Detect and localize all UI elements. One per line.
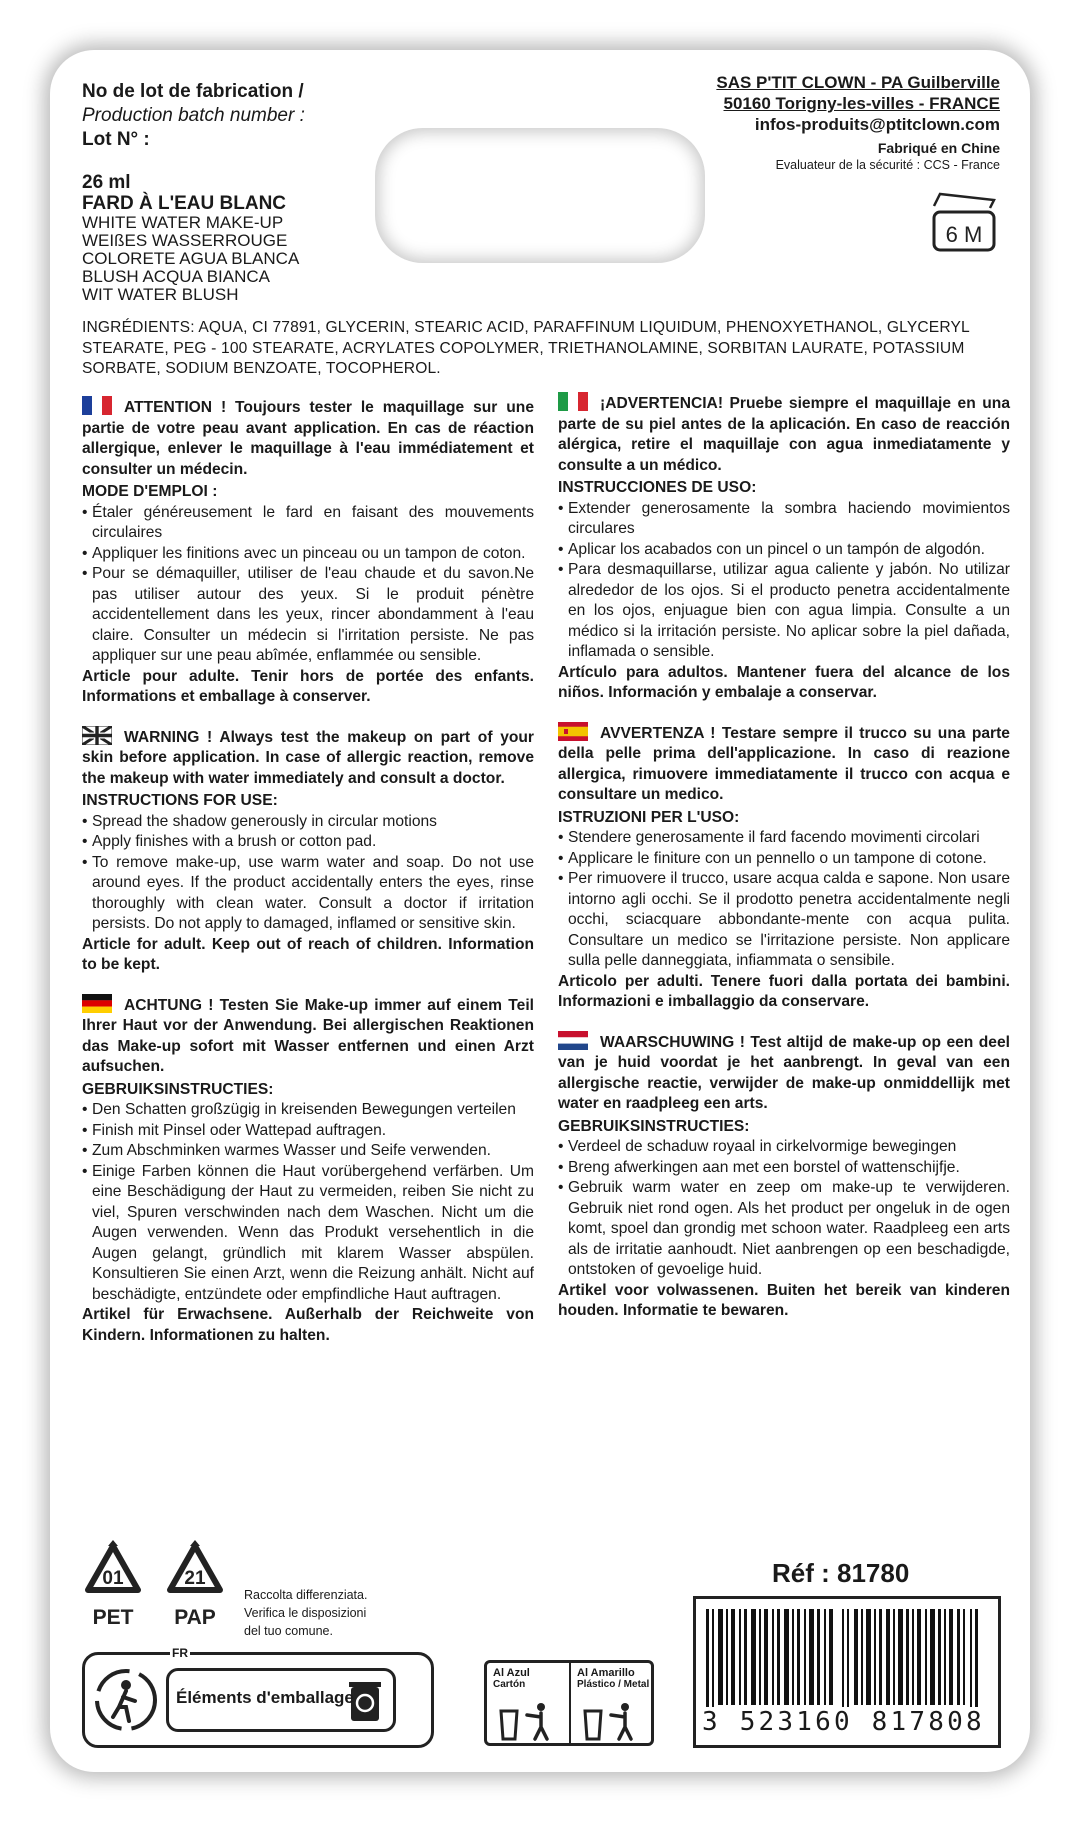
bin2-sub: Plástico / Metal: [577, 1679, 650, 1690]
step-item: • Para desmaquillarse, utilizar agua caliente y jabón. No utilizar alrededor de los ojos. Si el producto penetra accidentalmente en los ojos, enjuague bien con agua limpia. Consulte a un médico si la irritación persiste. No aplicar sobre la piel dañada, inflamada o sensible.: [558, 560, 1010, 663]
instructions-header-fr: MODE D'EMPLOI :: [82, 483, 218, 500]
recycle-label-pet: PET: [92, 1606, 134, 1629]
step-item: • Extender generosamente la sombra haciendo movimientos circulares: [558, 499, 1010, 540]
lot-line2: Production batch number :: [82, 105, 305, 126]
recycle-pap-icon: [160, 1540, 230, 1630]
recycle-label-pap: PAP: [174, 1606, 216, 1629]
pao-label: 6 M: [945, 222, 983, 247]
flag-es-icon: [558, 722, 588, 741]
bin2-person-icon: [581, 1701, 645, 1741]
triman-country: FR: [172, 1646, 188, 1660]
steps-nl: [558, 1137, 1010, 1281]
product-name-en: WHITE WATER MAKE-UP: [82, 213, 284, 232]
footer-fr: Article pour adulte. Tenir hors de portée des enfants. Informations et emballage à conserver.: [82, 667, 534, 705]
step-item: • Spread the shadow generously in circular motions: [82, 812, 534, 833]
flag-de-icon: [82, 994, 112, 1013]
lot-line1: No de lot de fabrication /: [82, 81, 304, 102]
warning-fr: ATTENTION ! Toujours tester le maquillage sur une partie de votre peau avant application. En cas de réaction allergique, enlever le maquillage à l'eau immédiatement et consulter un médecin.: [82, 399, 534, 478]
instructions-header-de: GEBRUIKSINSTRUCTIES:: [82, 1080, 274, 1098]
bin2-title: Al Amarillo: [577, 1667, 635, 1679]
company-line1: SAS P'TIT CLOWN - PA Guilberville: [716, 73, 1000, 92]
instructions-header-it: ISTRUZIONI PER L'USO:: [558, 808, 740, 826]
footer-it: Articolo per adulti. Tenere fuori dalla portata dei bambini. Informazioni e imballaggio da conservare.: [558, 972, 1010, 1010]
product-name-es: COLORETE AGUA BLANCA: [82, 249, 300, 268]
product-name-nl: WIT WATER BLUSH: [82, 285, 239, 304]
instructions-header-nl: GEBRUIKSINSTRUCTIES:: [558, 1117, 750, 1135]
right-column: [558, 392, 1010, 1334]
hang-hole: [375, 128, 705, 263]
reference-number: Réf : 81780: [772, 1558, 910, 1588]
warning-it: AVVERTENZA ! Testare sempre il trucco su una parte della pelle prima dell'applicazione. In caso di reazione allergica, rimuovere immediatamente il trucco con acqua e consultare un medico.: [558, 724, 1010, 803]
step-item: • Appliquer les finitions avec un pinceau ou un tampon de coton.: [82, 544, 534, 565]
steps-fr: [82, 503, 534, 667]
made-in: Fabriqué en Chine: [877, 140, 1000, 156]
step-item: • Étaler généreusement le fard en faisant des mouvements circulaires: [82, 503, 534, 544]
section-fr: [82, 396, 534, 708]
section-it: [558, 722, 1010, 1013]
flag-it-icon: [558, 392, 588, 411]
section-es: [558, 392, 1010, 704]
product-name-it: BLUSH ACQUA BIANCA: [82, 267, 271, 286]
product-name-de: WEIßES WASSERROUGE: [82, 231, 288, 250]
company-line2: 50160 Torigny-les-villes - FRANCE: [723, 94, 1000, 113]
step-item: • Gebruik warm water en zeep om make-up te verwijderen. Gebruik niet rond ogen. Als het product per ongeluk in de ogen komt, spoel dan grondig met schoon water. Raadpleeg een arts als de irritatie aanhoudt. Niet aanbrengen op een beschadigde, ontstoken of gevoelige huid.: [558, 1178, 1010, 1281]
bins-divider: [569, 1663, 571, 1743]
warning-nl: WAARSCHUWING ! Test altijd de make-up op een deel van je huid voordat je het aanbrengt. In geval van een allergische reactie, verwijder de make-up onmiddellijk met water en raadpleeg een arts.: [558, 1033, 1010, 1112]
pao-jar-icon: [928, 190, 1000, 254]
flag-nl-icon: [558, 1031, 588, 1050]
company-info: [716, 72, 1000, 173]
warning-de: ACHTUNG ! Testen Sie Make-up immer auf einem Teil Ihrer Haut vor der Anwendung. Bei allergischen Reaktionen das Make-up sofort mit Wasser entfernen und einen Arzt aufsuchen.: [82, 996, 534, 1075]
step-item: • Den Schatten großzügig in kreisenden Bewegungen verteilen: [82, 1100, 534, 1121]
step-item: • Stendere generosamente il fard facendo movimenti circolari: [558, 828, 1010, 849]
instructions-header-es: INSTRUCCIONES DE USO:: [558, 479, 757, 496]
steps-es: [558, 499, 1010, 663]
recycle-code-21: 21: [184, 1568, 206, 1589]
lot-info: [82, 80, 305, 152]
section-de: [82, 994, 534, 1347]
step-item: • Breng afwerkingen aan met een borstel of wattenschijfje.: [558, 1158, 1010, 1179]
footer-de: Artikel für Erwachsene. Außerhalb der Reichweite von Kindern. Informationen zu halten.: [82, 1306, 534, 1344]
section-nl: [558, 1031, 1010, 1322]
steps-en: [82, 812, 534, 935]
raccolta-line: del tuo comune.: [244, 1624, 333, 1638]
raccolta-line: Raccolta differenziata.: [244, 1588, 368, 1602]
bin1-sub: Cartón: [493, 1679, 526, 1690]
left-column: [82, 396, 534, 1358]
recycle-code-01: 01: [102, 1568, 124, 1589]
step-item: • Per rimuovere il trucco, usare acqua calda e sapone. Non usare intorno agli occhi. Se il prodotto penetra accidentalmente negli occhi, sciacquare abbondante-mente con acqua pulita. Consultare un medico se l'irritazione persiste. Non applicare sulla pelle danneggiata, infiammata o sensibile.: [558, 869, 1010, 972]
warning-en: WARNING ! Always test the makeup on part of your skin before application. In case of allergic reaction, remove the makeup with water immediately and consult a doctor.: [82, 728, 534, 787]
step-item: • Apply finishes with a brush or cotton pad.: [82, 832, 534, 853]
ingredients: INGRÉDIENTS: AQUA, CI 77891, GLYCERIN, STEARIC ACID, PARAFFINUM LIQUIDUM, PHENOXYETHANOL, GLYCERYL STEARATE, PEG - 100 STEARATE, ACRYLATES COPOLYMER, TRIETHANOLAMINE, SORBITAN LAURATE, POTASSIUM SORBATE, SODIUM BENZOATE, TOCOPHEROL.: [82, 319, 970, 377]
step-item: • Zum Abschminken warmes Wasser und Seife verwenden.: [82, 1141, 534, 1162]
triman-icon: [93, 1667, 159, 1733]
step-item: • Aplicar los acabados con un pincel o un tampón de algodón.: [558, 540, 1010, 561]
barcode-digits: 3 523160 817808: [702, 1707, 985, 1737]
flag-uk-icon: [82, 726, 112, 745]
step-item: • Applicare le finiture con un pennello o un tampone di cotone.: [558, 849, 1010, 870]
bins-box: [484, 1660, 654, 1746]
lot-line3: Lot N° :: [82, 129, 150, 150]
step-item: • To remove make-up, use warm water and soap. Do not use around eyes. If the product accidentally enters the eyes, rinse thoroughly with clean water. Consult a doctor if irritation persists. Do not apply to damaged, inflamed or sensitive skin.: [82, 853, 534, 935]
product-names: [82, 172, 299, 304]
raccolta-line: Verifica le disposizioni: [244, 1606, 367, 1620]
steps-it: [558, 828, 1010, 972]
footer-es: Artículo para adultos. Mantener fuera del alcance de los niños. Información y embalaje a conservar.: [558, 663, 1010, 701]
bin1-person-icon: [497, 1701, 561, 1741]
footer-nl: Artikel voor volwassenen. Buiten het bereik van kinderen houden. Informatie te bewaren.: [558, 1281, 1010, 1319]
company-email: infos-produits@ptitclown.com: [754, 115, 1000, 134]
flag-fr-icon: [82, 396, 112, 415]
step-item: • Einige Farben können die Haut vorübergehend verfärben. Um eine Beschädigung der Haut zu vermeiden, reiben Sie nicht zu viel, Spuren verschwinden nach dem Waschen. Nicht um die Augen verwenden. Wenn das Produkt versehentlich in die Augen gelangt, gründlich mit klarem Wasser abspülen. Konsultieren Sie einen Arzt, wenn die Reizung anhält. Nicht auf beschädigte, entzündete oder empfindliche Haut auftragen.: [82, 1162, 534, 1306]
step-item: • Verdeel de schaduw royaal in cirkelvormige bewegingen: [558, 1137, 1010, 1158]
footer-en: Article for adult. Keep out of reach of children. Information to be kept.: [82, 935, 534, 973]
instructions-header-en: INSTRUCTIONS FOR USE:: [82, 792, 278, 809]
raccolta-text: [244, 1586, 367, 1640]
recycle-pet-icon: [78, 1540, 148, 1630]
warning-es: ¡ADVERTENCIA! Pruebe siempre el maquillaje en una parte de su piel antes de la aplicación. En caso de reacción alérgica, retire el maquillaje con agua inmediatamente y consulte a un médico.: [558, 395, 1010, 474]
triman-label: Éléments d'emballage: [176, 1688, 354, 1707]
section-en: [82, 726, 534, 976]
steps-de: [82, 1100, 534, 1305]
step-item: • Pour se démaquiller, utiliser de l'eau chaude et du savon.Ne pas utiliser autour des yeux. Si le produit pénètre accidentellement dans les yeux, rincer abondamment à l'eau claire. Consulter un médecin si l'irritation persiste. Ne pas appliquer sur une peau abîmée, enflammée ou sensible.: [82, 564, 534, 667]
product-name-fr: FARD À L'EAU BLANC: [82, 193, 287, 214]
volume: 26 ml: [82, 172, 131, 193]
step-item: • Finish mit Pinsel oder Wattepad auftragen.: [82, 1121, 534, 1142]
bin1-title: Al Azul: [493, 1667, 530, 1679]
safety-assessor: Evaluateur de la sécurité : CCS - France: [775, 158, 1000, 172]
